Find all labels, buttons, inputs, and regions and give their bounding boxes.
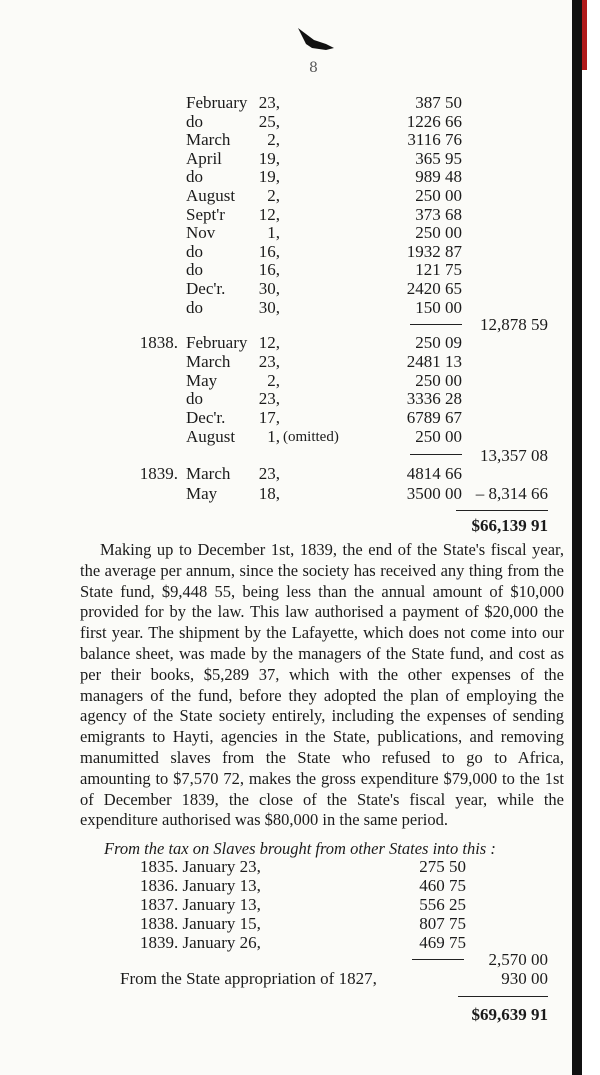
row-day: 2, [267, 370, 280, 390]
subtotal-1837 [0, 315, 600, 335]
row-amount: 4814 66 [406, 464, 462, 483]
row-month: do [186, 111, 203, 131]
row-day: 12, [258, 333, 280, 352]
subtotal-value: 13,357 08 [480, 446, 548, 465]
row-amount: 3500 00 [406, 483, 462, 503]
tax-row [0, 895, 600, 915]
row-month: do [186, 297, 203, 317]
tax-row [0, 876, 600, 896]
row-amount: 365 95 [415, 148, 462, 168]
tax-date: 1835. January 23, [140, 857, 261, 876]
row-day: 17, [258, 408, 280, 428]
row-day: 1, [267, 223, 280, 243]
row-amount: 121 75 [415, 260, 462, 280]
row-amount: 6789 67 [406, 408, 462, 428]
tax-row [0, 857, 600, 877]
ledger-row [0, 186, 600, 206]
row-year: 1838. [139, 333, 178, 352]
page-number: 8 [309, 60, 318, 76]
row-month: February [186, 93, 248, 112]
row-year: 1839. [139, 464, 178, 483]
row-amount: 250 00 [415, 370, 462, 390]
tax-amount: 556 25 [419, 895, 466, 914]
row-day: 2, [267, 130, 280, 150]
row-month: May [186, 483, 218, 503]
row-day: 12, [258, 204, 280, 224]
row-month: February [186, 333, 248, 352]
tax-heading: From the tax on Slaves brought from other States into this : [104, 839, 496, 858]
tax-amount: 275 50 [419, 857, 466, 876]
ledger-row [0, 298, 600, 318]
tax-amount: 460 75 [419, 876, 466, 895]
row-month: March [186, 351, 231, 371]
row-amount: 3116 76 [407, 130, 462, 150]
body-paragraph: Making up to December 1st, 1839, the end of the State's fiscal year, the average per annum, since the society has received any thing from the State fund, $9,448 55, being less than the annual amount of $10,000 provided for by the law. This law authorised a payment of $20,000 the first year. The shipment by the Lafayette, which does not come into our balance sheet, was made by the managers of the State fund, and cost as per their books, $5,289 37, which with the other expenses of the managers of the fund, before they adopted the plan of employing the agency of the State society entirely, including the expenses of sending emigrants to Hayti, agencies in the State, publications, and removing manumitted slaves from the State who refused to go to Africa, amounting to $7,570 72, makes the gross expenditure $79,000 to the 1st of December 1839, the close of the State's fiscal year, while the expenditure authorised was $80,000 in the same period. [80, 540, 564, 830]
ledger-row [0, 130, 600, 150]
tax-row [0, 914, 600, 934]
ink-blot [296, 26, 336, 52]
row-amount: 1932 87 [406, 241, 462, 261]
grand-total-1: $66,139 91 [471, 516, 548, 535]
row-month: March [186, 130, 231, 150]
ledger-row [0, 371, 600, 391]
row-day: 23, [258, 93, 280, 112]
row-month: March [186, 464, 231, 483]
row-amount: 150 00 [415, 297, 462, 317]
row-amount: 387 50 [415, 93, 462, 112]
row-note: (omitted) [283, 429, 339, 445]
ledger-row [0, 93, 600, 113]
row-amount: 250 09 [415, 333, 462, 352]
row-day: 19, [258, 167, 280, 187]
row-month: do [186, 260, 203, 280]
tax-total: 2,570 00 [488, 950, 548, 969]
tax-total-row [0, 950, 600, 970]
ledger-row [0, 333, 600, 353]
tax-date: 1836. January 13, [140, 876, 261, 895]
tax-date: 1839. January 26, [140, 933, 261, 952]
ledger-row [0, 427, 600, 447]
ledger-row [0, 149, 600, 169]
appropriation-amount: 930 00 [501, 969, 548, 988]
row-month: Dec'r. [186, 408, 226, 428]
ledger-row [0, 464, 600, 484]
row-amount: 373 68 [415, 204, 462, 224]
row-month: August [186, 427, 236, 446]
appropriation-row [0, 969, 600, 989]
appropriation-label: From the State appropriation of 1827, [120, 969, 377, 988]
row-amount: 250 00 [415, 427, 462, 446]
ledger-row [0, 279, 600, 299]
row-month: do [186, 167, 203, 187]
row-day: 30, [258, 297, 280, 317]
row-day: 23, [258, 389, 280, 409]
page-edge-mark [582, 0, 587, 70]
row-amount: 2481 13 [406, 351, 462, 371]
row-day: 2, [267, 186, 280, 205]
row-day: 16, [258, 260, 280, 280]
row-amount: 1226 66 [406, 111, 462, 131]
row-day: 23, [258, 464, 280, 483]
ledger-row [0, 167, 600, 187]
row-day: 1, [267, 427, 280, 446]
row-amount: 250 00 [415, 186, 462, 205]
ledger-row [0, 352, 600, 372]
row-month: do [186, 389, 203, 409]
row-month: do [186, 241, 203, 261]
row-month: Sept'r [186, 204, 225, 224]
ledger-row [0, 223, 600, 243]
ledger-row [0, 112, 600, 132]
row-amount: 3336 28 [406, 389, 462, 409]
tax-amount: 807 75 [419, 914, 466, 933]
ledger-row [0, 260, 600, 280]
row-month: Dec'r. [186, 279, 226, 298]
row-day: 19, [258, 148, 280, 168]
grand-total-2: $69,639 91 [471, 1005, 548, 1024]
total-rule [458, 996, 548, 997]
tax-row [0, 933, 600, 953]
row-day: 16, [258, 241, 280, 261]
row-month: August [186, 186, 236, 205]
row-day: 18, [258, 483, 280, 503]
row-month: May [186, 370, 218, 390]
row-day: 23, [258, 351, 280, 371]
row-total: – 8,314 66 [475, 483, 548, 503]
row-amount: 2420 65 [406, 279, 462, 298]
row-day: 30, [258, 279, 280, 298]
ledger-row [0, 408, 600, 428]
row-amount: 250 00 [415, 223, 462, 243]
row-month: Nov [186, 223, 216, 243]
row-day: 25, [258, 111, 280, 131]
tax-date: 1838. January 15, [140, 914, 261, 933]
ledger-row [0, 389, 600, 409]
ledger-row [0, 205, 600, 225]
subtotal-value: 12,878 59 [480, 315, 548, 334]
row-month: April [186, 148, 222, 168]
ledger-row [0, 242, 600, 262]
total-rule [456, 510, 548, 511]
tax-date: 1837. January 13, [140, 895, 261, 914]
subtotal-1838 [0, 446, 600, 466]
ledger-row [0, 484, 600, 504]
tax-amount: 469 75 [419, 933, 466, 952]
row-amount: 989 48 [415, 167, 462, 187]
